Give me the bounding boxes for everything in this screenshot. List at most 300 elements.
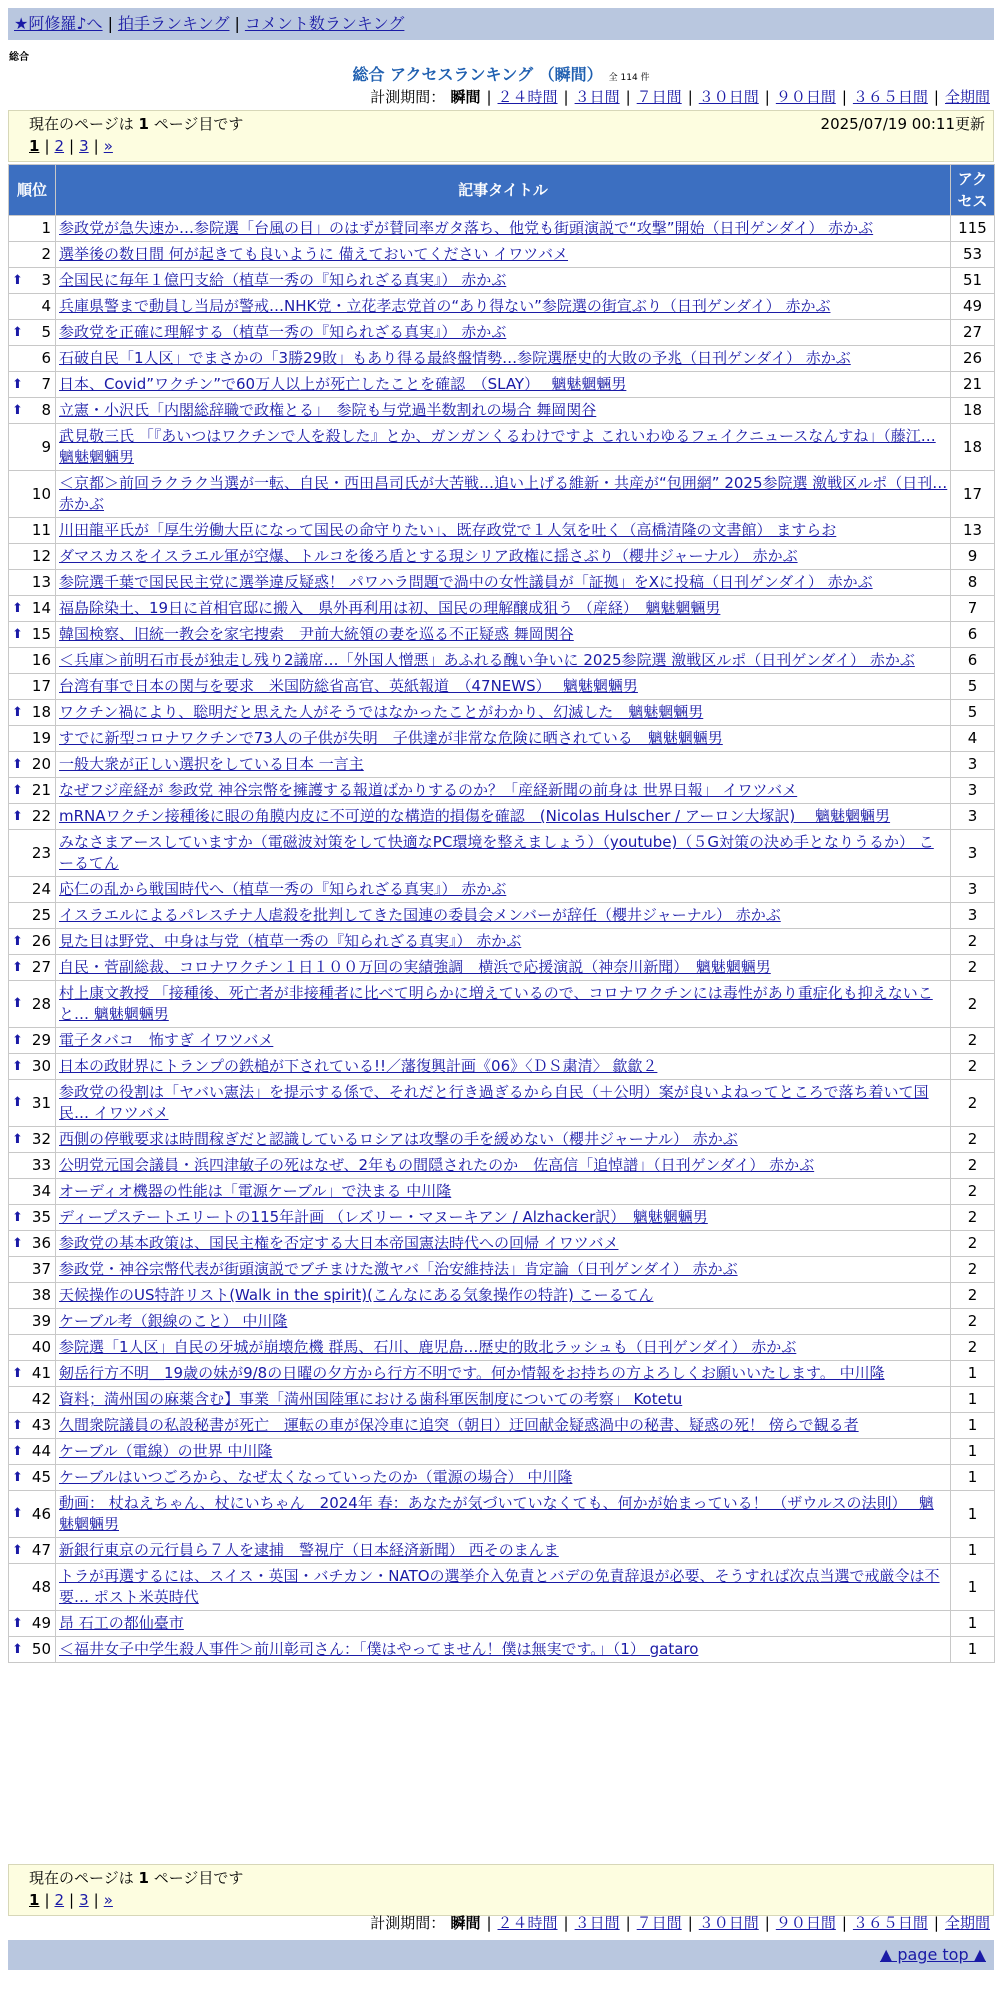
- access-count: 7: [951, 596, 995, 622]
- article-link[interactable]: ケーブル（電線）の世界 中川隆: [59, 1442, 273, 1460]
- rank-cell: [9, 294, 56, 320]
- title-cell: [56, 268, 951, 294]
- period-link-1[interactable]: ３日間: [574, 1914, 620, 1932]
- article-link[interactable]: 久間衆院議員の私設秘書が死亡 運転の車が保冷車に追突（朝日）迂回献金疑惑渦中の秘書、疑惑の死！ 傍らで観る者: [59, 1416, 859, 1434]
- paging-suffix: ページ目です: [148, 1869, 244, 1887]
- paging-prefix: 現在のページは: [29, 1869, 139, 1887]
- access-count: 1: [951, 1637, 995, 1663]
- rank-number: 48: [31, 1577, 51, 1596]
- rank-number: 42: [31, 1390, 51, 1408]
- period-link-2[interactable]: ７日間: [636, 88, 682, 106]
- table-row: [9, 518, 995, 544]
- pagination-separator: |: [69, 137, 75, 155]
- period-separator: |: [764, 1914, 770, 1932]
- access-count: 2: [951, 1231, 995, 1257]
- arrow-up-icon: ⬆: [12, 756, 23, 772]
- title-cell: [56, 596, 951, 622]
- rank-cell: [9, 981, 56, 1028]
- period-link-0[interactable]: ２４時間: [497, 88, 558, 106]
- access-count: 1: [951, 1491, 995, 1538]
- table-row: [9, 1491, 995, 1538]
- title-cell: [56, 1153, 951, 1179]
- title-cell: [56, 1054, 951, 1080]
- period-link-0[interactable]: ２４時間: [497, 1914, 558, 1932]
- title-cell: [56, 294, 951, 320]
- article-link[interactable]: ワクチン禍により、聡明だと思えた人がそうではなかったことがわかり、幻滅した 魑魅魍魎男: [59, 703, 704, 721]
- article-link[interactable]: トラが再選するには、スイス・英国・バチカン・NATOの選挙介入免責とバデの免責辞退が必要、そうすれば次点当選で戒厳令は不要… ポスト米英時代: [59, 1567, 940, 1606]
- rank-cell: [9, 1231, 56, 1257]
- pagination-separator: |: [93, 1891, 99, 1909]
- article-link[interactable]: 日本の政財界にトランプの鉄槌が下されている!!／藩復興計画《06》〈ＤＳ粛清〉 歙歙２: [59, 1057, 658, 1075]
- access-count: 49: [951, 294, 995, 320]
- access-count: 3: [951, 903, 995, 929]
- table-row: [9, 471, 995, 518]
- rank-cell: [9, 1538, 56, 1564]
- paging-suffix: ページ目です: [148, 115, 244, 133]
- article-link[interactable]: 川田龍平氏が「厚生労働大臣になって国民の命守りたい」、既存政党で１人気を吐く（高橋清隆の文書館） ますらお: [59, 521, 837, 539]
- period-current: 瞬間: [445, 1914, 481, 1932]
- article-link[interactable]: 参院選千葉で国民民主党に選挙違反疑惑！ パワハラ問題で渦中の女性議員が「証拠」をXに投稿（日刊ゲンダイ） 赤かぶ: [59, 573, 873, 591]
- table-row: [9, 1028, 995, 1054]
- article-link[interactable]: 参院選「1人区」自民の牙城が崩壊危機 群馬、石川、鹿児島…歴史的敗北ラッシュも（日刊ゲンダイ） 赤かぶ: [59, 1338, 797, 1356]
- period-separator: |: [486, 1914, 492, 1932]
- rank-number: 10: [31, 484, 51, 503]
- table-row: [9, 804, 995, 830]
- rank-number: 33: [31, 1156, 51, 1174]
- article-link[interactable]: mRNAワクチン接種後に眼の角膜内皮に不可逆的な構造的損傷を確認 (Nicolas Hulscher / アーロン大塚訳) 魑魅魍魎男: [59, 807, 891, 825]
- article-link[interactable]: ＜京都＞前回ラクラク当選が一転、自民・西田昌司氏が大苦戦…追い上げる維新・共産が“包囲網” 2025参院選 激戦区ルポ（日刊… 赤かぶ: [59, 474, 948, 513]
- rank-cell: [9, 830, 56, 877]
- period-separator: |: [486, 88, 492, 106]
- access-count: 2: [951, 1309, 995, 1335]
- article-link[interactable]: 剱岳行方不明＿19歳の妹が9/8の日曜の夕方から行方不明です。何か情報をお持ちの方よろしくお願いいたします。 中川隆: [59, 1364, 885, 1382]
- article-link[interactable]: ケーブルはいつごろから、なぜ太くなっていったのか（電源の場合） 中川隆: [59, 1468, 573, 1486]
- access-count: 3: [951, 830, 995, 877]
- access-count: 26: [951, 346, 995, 372]
- access-count: 2: [951, 1179, 995, 1205]
- rank-number: 39: [31, 1312, 51, 1330]
- rank-number: 1: [41, 219, 51, 237]
- arrow-up-icon: ⬆: [12, 324, 23, 340]
- table-row: [9, 622, 995, 648]
- article-link[interactable]: 一般大衆が正しい選択をしている日本 一言主: [59, 755, 364, 773]
- arrow-up-icon: ⬆: [12, 933, 23, 949]
- rank-number: 45: [31, 1468, 51, 1486]
- pagination-current: 1: [29, 1891, 40, 1909]
- comment-ranking-link[interactable]: コメント数ランキング: [244, 14, 405, 33]
- rank-cell: [9, 674, 56, 700]
- rank-cell: [9, 622, 56, 648]
- arrow-up-icon: ⬆: [12, 1615, 23, 1631]
- access-count: 2: [951, 1153, 995, 1179]
- rank-cell: [9, 1637, 56, 1663]
- rank-number: 7: [41, 375, 51, 393]
- title-cell: [56, 726, 951, 752]
- table-row: [9, 1465, 995, 1491]
- access-count: 115: [951, 216, 995, 242]
- article-link[interactable]: ケーブル考（銀線のこと） 中川隆: [59, 1312, 288, 1330]
- title-cell: [56, 929, 951, 955]
- title-cell: [56, 398, 951, 424]
- period-label: 計測期間：: [370, 1914, 446, 1932]
- rank-cell: [9, 471, 56, 518]
- access-count: 2: [951, 955, 995, 981]
- arrow-up-icon: ⬆: [12, 1095, 23, 1110]
- table-row: [9, 830, 995, 877]
- pagination-link-3[interactable]: 3: [79, 137, 89, 155]
- pagination-separator: |: [93, 137, 99, 155]
- article-link[interactable]: 動画： 杖ねえちゃん、杖にいちゃん 2024年 春：あなたが気づいていなくても、何かが始まっている！ （ザウルスの法則） 魑魅魍魎男: [59, 1494, 934, 1533]
- rank-number: 46: [31, 1504, 51, 1523]
- table-row: [9, 1257, 995, 1283]
- total-count: 全 114 件: [608, 73, 650, 83]
- paging-prefix: 現在のページは: [29, 115, 139, 133]
- period-link-5[interactable]: ３６５日間: [852, 1914, 928, 1932]
- article-link[interactable]: 電子タバコ 怖すぎ イワツバメ: [59, 1031, 274, 1049]
- rank-cell: [9, 1257, 56, 1283]
- article-link[interactable]: 資料；満州国の麻薬含む】事業「満州国陸軍における歯科軍医制度についての考察」 Kotetu: [59, 1390, 683, 1408]
- page-title-row: [8, 62, 994, 85]
- top-nav-bar: [8, 8, 994, 40]
- period-link-4[interactable]: ９０日間: [775, 88, 836, 106]
- title-cell: [56, 1257, 951, 1283]
- rank-cell: [9, 955, 56, 981]
- access-count: 3: [951, 804, 995, 830]
- article-link[interactable]: 石破自民「1人区」でまさかの「3勝29敗」もあり得る最終盤情勢…参院選歴史的大敗の予兆（日刊ゲンダイ） 赤かぶ: [59, 349, 851, 367]
- article-link[interactable]: ディープステートエリートの115年計画 （レズリー・マヌーキアン / Alzhacker訳） 魑魅魍魎男: [59, 1208, 708, 1226]
- title-cell: [56, 1309, 951, 1335]
- table-row: [9, 1283, 995, 1309]
- article-link[interactable]: 自民・菅副総裁、コロナワクチン１日１００万回の実績強調 横浜で応援演説（神奈川新聞） 魑魅魍魎男: [59, 958, 771, 976]
- table-row: [9, 877, 995, 903]
- table-row: [9, 398, 995, 424]
- table-row: [9, 1153, 995, 1179]
- rank-number: 21: [31, 781, 51, 799]
- rank-cell: [9, 518, 56, 544]
- article-link[interactable]: 新銀行東京の元行員ら７人を逮捕 警視庁（日本経済新聞） 西そのまんま: [59, 1541, 559, 1559]
- table-row: [9, 544, 995, 570]
- access-count: 18: [951, 424, 995, 471]
- article-link[interactable]: 西側の停戦要求は時間稼ぎだと認識しているロシアは攻撃の手を緩めない（櫻井ジャーナル） 赤かぶ: [59, 1130, 738, 1148]
- period-separator: |: [625, 88, 631, 106]
- article-link[interactable]: 村上康文教授 「接種後、死亡者が非接種者に比べて明らかに増えているので、コロナワクチンには毒性があり重症化も抑えないこと… 魑魅魍魎男: [59, 984, 933, 1023]
- title-cell: [56, 1387, 951, 1413]
- article-link[interactable]: 韓国検察、旧統一教会を家宅捜索 尹前大統領の妻を巡る不正疑惑 舞岡関谷: [59, 625, 574, 643]
- applause-ranking-link[interactable]: 拍手ランキング: [117, 14, 230, 33]
- article-link[interactable]: 参政党を正確に理解する（植草一秀の『知られざる真実』） 赤かぶ: [59, 323, 507, 341]
- rank-cell: [9, 752, 56, 778]
- table-row: [9, 1054, 995, 1080]
- pagination-separator: |: [44, 1891, 50, 1909]
- article-link[interactable]: 全国民に毎年１億円支給（植草一秀の『知られざる真実』） 赤かぶ: [59, 271, 507, 289]
- article-link[interactable]: 参政党が急失速か…参院選「台風の目」のはずが賛同率ガタ落ち、他党も街頭演説で“攻撃”開始（日刊ゲンダイ） 赤かぶ: [59, 219, 874, 237]
- rank-cell: [9, 778, 56, 804]
- rank-number: 20: [31, 755, 51, 773]
- table-row: [9, 726, 995, 752]
- table-row: [9, 929, 995, 955]
- table-row: [9, 1179, 995, 1205]
- rank-cell: [9, 1153, 56, 1179]
- arrow-up-icon: ⬆: [12, 1469, 23, 1485]
- period-link-6[interactable]: 全期間: [944, 1914, 990, 1932]
- rank-cell: [9, 1413, 56, 1439]
- period-separator: |: [563, 1914, 569, 1932]
- table-row: [9, 216, 995, 242]
- rank-number: 25: [31, 906, 51, 924]
- access-count: 2: [951, 1080, 995, 1127]
- rank-number: 44: [31, 1442, 51, 1460]
- rank-number: 43: [31, 1416, 51, 1434]
- table-row: [9, 1309, 995, 1335]
- period-link-3[interactable]: ３０日間: [698, 1914, 759, 1932]
- pagination-link-3[interactable]: 3: [79, 1891, 89, 1909]
- rank-cell: [9, 648, 56, 674]
- rank-cell: [9, 398, 56, 424]
- access-count: 1: [951, 1387, 995, 1413]
- access-count: 3: [951, 778, 995, 804]
- period-link-1[interactable]: ３日間: [574, 88, 620, 106]
- current-page-number: 1: [138, 115, 149, 133]
- rank-number: 15: [31, 625, 51, 643]
- rank-cell: [9, 726, 56, 752]
- title-cell: [56, 242, 951, 268]
- pagination-separator: |: [44, 137, 50, 155]
- rank-cell: [9, 903, 56, 929]
- period-link-4[interactable]: ９０日間: [775, 1914, 836, 1932]
- pagination-next[interactable]: »: [103, 1891, 113, 1909]
- article-link[interactable]: 福島除染土、19日に首相官邸に搬入 県外再利用は初、国民の理解醸成狙う （産経） 魑魅魍魎男: [59, 599, 721, 617]
- pagination-separator: |: [69, 1891, 75, 1909]
- article-link[interactable]: オーディオ機器の性能は「電源ケーブル」で決まる 中川隆: [59, 1182, 452, 1200]
- article-link[interactable]: 応仁の乱から戦国時代へ（植草一秀の『知られざる真実』） 赤かぶ: [59, 880, 507, 898]
- title-cell: [56, 1564, 951, 1611]
- arrow-up-icon: ⬆: [12, 1235, 23, 1251]
- access-column-header: アクセス: [951, 165, 995, 216]
- title-cell: [56, 1637, 951, 1663]
- rank-cell: [9, 216, 56, 242]
- article-link[interactable]: なぜフジ産経が 参政党 神谷宗幣を擁護する報道ばかりするのか？「産経新聞の前身は 世界日報」 イワツバメ: [59, 781, 798, 799]
- rank-cell: [9, 320, 56, 346]
- rank-number: 49: [31, 1614, 51, 1632]
- table-row: [9, 981, 995, 1028]
- rank-number: 24: [31, 880, 51, 898]
- rank-cell: [9, 1080, 56, 1127]
- title-cell: [56, 1413, 951, 1439]
- title-cell: [56, 804, 951, 830]
- rank-number: 31: [31, 1093, 51, 1112]
- title-cell: [56, 424, 951, 471]
- period-separator: |: [841, 88, 847, 106]
- article-link[interactable]: 参政党・神谷宗幣代表が街頭演説でブチまけた激ヤバ「治安維持法」肯定論（日刊ゲンダイ） 赤かぶ: [59, 1260, 738, 1278]
- title-cell: [56, 518, 951, 544]
- table-row: [9, 1335, 995, 1361]
- article-link[interactable]: すでに新型コロナワクチンで73人の子供が失明 子供達が非常な危険に晒されている 魑魅魍魎男: [59, 729, 723, 747]
- article-link[interactable]: ＜福井女子中学生殺人事件＞前川彰司さん：「僕はやってません！僕は無実です。」（1） gataro: [59, 1640, 699, 1658]
- rank-cell: [9, 804, 56, 830]
- article-link[interactable]: ＜兵庫＞前明石市長が独走し残り2議席…「外国人憎悪」あふれる醜い争いに 2025参院選 激戦区ルポ（日刊ゲンダイ） 赤かぶ: [59, 651, 915, 669]
- arrow-up-icon: ⬆: [12, 1641, 23, 1657]
- page-top-link[interactable]: ▲ page top ▲: [879, 1945, 986, 1964]
- title-cell: [56, 778, 951, 804]
- rank-number: 32: [31, 1130, 51, 1148]
- title-cell: [56, 674, 951, 700]
- article-link[interactable]: 参政党の基本政策は、国民主権を否定する大日本帝国憲法時代への回帰 イワツバメ: [59, 1234, 619, 1252]
- pagination-current: 1: [29, 137, 40, 155]
- article-link[interactable]: 参政党の役割は「ヤバい憲法」を提示する係で、それだと行き過ぎるから自民（＋公明）案が良いよねってところで落ち着いて国民… イワツバメ: [59, 1083, 929, 1122]
- access-count: 5: [951, 700, 995, 726]
- article-link[interactable]: 武見敬三氏 「『あいつはワクチンで人を殺した』とか、ガンガンくるわけですよ これいわゆるフェイクニュースなんすね」（藤江… 魑魅魍魎男: [59, 427, 936, 466]
- period-separator: |: [841, 1914, 847, 1932]
- arrow-up-icon: ⬆: [12, 1209, 23, 1225]
- period-link-6[interactable]: 全期間: [944, 88, 990, 106]
- period-link-2[interactable]: ７日間: [636, 1914, 682, 1932]
- article-link[interactable]: 日本、Covid”ワクチン”で60万人以上が死亡したことを確認 （SLAY） 魑魅魍魎男: [59, 375, 627, 393]
- rank-cell: [9, 268, 56, 294]
- access-count: 9: [951, 544, 995, 570]
- table-row: [9, 320, 995, 346]
- period-separator: |: [563, 88, 569, 106]
- title-cell: [56, 622, 951, 648]
- rank-number: 28: [31, 994, 51, 1013]
- title-cell: [56, 1283, 951, 1309]
- access-count: 4: [951, 726, 995, 752]
- rank-cell: [9, 1564, 56, 1611]
- rank-number: 19: [31, 729, 51, 747]
- ranking-table-body: [9, 216, 995, 1663]
- updated-timestamp: 2025/07/19 00:11更新: [820, 115, 985, 133]
- period-selector-top: [370, 86, 990, 107]
- access-count: 2: [951, 1054, 995, 1080]
- title-cell: [56, 903, 951, 929]
- rank-cell: [9, 1387, 56, 1413]
- rank-number: 14: [31, 599, 51, 617]
- article-link[interactable]: 兵庫県警まで動員し当局が警戒…NHK党・立花孝志党首の“あり得ない”参院選の街宣ぶり（日刊ゲンダイ） 赤かぶ: [59, 297, 831, 315]
- footer-bar: [8, 1940, 994, 1970]
- access-count: 6: [951, 622, 995, 648]
- table-row: [9, 1080, 995, 1127]
- period-link-5[interactable]: ３６５日間: [852, 88, 928, 106]
- access-count: 13: [951, 518, 995, 544]
- pagination-next[interactable]: »: [103, 137, 113, 155]
- ranking-table: [8, 164, 995, 1663]
- table-row: [9, 1231, 995, 1257]
- title-column-header: 記事タイトル: [56, 165, 951, 216]
- table-row: [9, 778, 995, 804]
- arrow-up-icon: ⬆: [12, 1058, 23, 1074]
- table-row: [9, 674, 995, 700]
- period-separator: |: [687, 1914, 693, 1932]
- article-link[interactable]: 昂 石工の都仙臺市: [59, 1614, 184, 1632]
- title-cell: [56, 1080, 951, 1127]
- rank-cell: [9, 596, 56, 622]
- title-cell: [56, 1439, 951, 1465]
- table-row: [9, 1413, 995, 1439]
- pagination: [29, 1889, 983, 1911]
- arrow-up-icon: ⬆: [12, 402, 23, 418]
- rank-cell: [9, 544, 56, 570]
- table-row: [9, 700, 995, 726]
- rank-cell: [9, 570, 56, 596]
- paging-status-line: [29, 1867, 983, 1889]
- rank-number: 40: [31, 1338, 51, 1356]
- rank-cell: [9, 1361, 56, 1387]
- access-count: 6: [951, 648, 995, 674]
- period-link-3[interactable]: ３０日間: [698, 88, 759, 106]
- title-cell: [56, 372, 951, 398]
- title-cell: [56, 955, 951, 981]
- table-row: [9, 1637, 995, 1663]
- period-label: 計測期間：: [370, 88, 446, 106]
- rank-number: 38: [31, 1286, 51, 1304]
- rank-number: 23: [31, 843, 51, 862]
- title-cell: [56, 320, 951, 346]
- article-link[interactable]: 立憲・小沢氏「内閣総辞職で政権とる」 参院も与党過半数割れの場合 舞岡関谷: [59, 401, 597, 419]
- table-row: [9, 268, 995, 294]
- access-count: 2: [951, 1283, 995, 1309]
- table-row: [9, 955, 995, 981]
- rank-number: 18: [31, 703, 51, 721]
- access-count: 1: [951, 1465, 995, 1491]
- article-link[interactable]: 公明党元国会議員・浜四津敏子の死はなぜ、2年もの間隠されたのか 佐高信「追悼譜」（日刊ゲンダイ） 赤かぶ: [59, 1156, 815, 1174]
- title-cell: [56, 1127, 951, 1153]
- home-link[interactable]: ★阿修羅♪へ: [14, 14, 103, 33]
- article-link[interactable]: イスラエルによるパレスチナ人虐殺を批判してきた国連の委員会メンバーが辞任（櫻井ジャーナル） 赤かぶ: [59, 906, 781, 924]
- rank-cell: [9, 372, 56, 398]
- rank-cell: [9, 424, 56, 471]
- access-count: 5: [951, 674, 995, 700]
- arrow-up-icon: ⬆: [12, 1131, 23, 1147]
- rank-number: 11: [31, 521, 51, 539]
- period-separator: |: [764, 88, 770, 106]
- paging-box-top: [8, 110, 994, 162]
- title-cell: [56, 471, 951, 518]
- article-link[interactable]: 天候操作のUS特許リスト(Walk in the spirit)(こんなにある気象操作の特許) こーるてん: [59, 1286, 654, 1304]
- rank-cell: [9, 1335, 56, 1361]
- article-link[interactable]: 台湾有事で日本の関与を要求 米国防総省高官、英紙報道 （47NEWS） 魑魅魍魎男: [59, 677, 638, 695]
- rank-number: 22: [31, 807, 51, 825]
- title-cell: [56, 1179, 951, 1205]
- paging-box-bottom: [8, 1864, 994, 1916]
- article-link[interactable]: ダマスカスをイスラエル軍が空爆、トルコを後ろ盾とする現シリア政権に揺さぶり（櫻井ジャーナル） 赤かぶ: [59, 547, 798, 565]
- table-row: [9, 372, 995, 398]
- title-cell: [56, 752, 951, 778]
- access-count: 2: [951, 1127, 995, 1153]
- arrow-up-icon: ⬆: [12, 1417, 23, 1433]
- period-separator: |: [687, 88, 693, 106]
- article-link[interactable]: みなさまアースしていますか（電磁波対策をして快適なPC環境を整えましょう）（youtube)（５G対策の決め手となりうるか） こーるてん: [59, 833, 934, 872]
- title-cell: [56, 1028, 951, 1054]
- access-count: 2: [951, 1205, 995, 1231]
- article-link[interactable]: 見た目は野党、中身は与党（植草一秀の『知られざる真実』） 赤かぶ: [59, 932, 522, 950]
- table-row: [9, 1127, 995, 1153]
- table-row: [9, 1611, 995, 1637]
- rank-cell: [9, 1179, 56, 1205]
- title-cell: [56, 216, 951, 242]
- title-cell: [56, 877, 951, 903]
- access-count: 21: [951, 372, 995, 398]
- rank-number: 41: [31, 1364, 51, 1382]
- access-count: 53: [951, 242, 995, 268]
- pagination-link-2[interactable]: 2: [54, 137, 65, 155]
- page-title: 総合 アクセスランキング （瞬間）: [352, 65, 603, 84]
- rank-number: 16: [31, 651, 51, 669]
- pagination-link-2[interactable]: 2: [54, 1891, 65, 1909]
- access-count: 51: [951, 268, 995, 294]
- article-link[interactable]: 選挙後の数日間 何が起きても良いように 備えておいてください イワツバメ: [59, 245, 569, 263]
- rank-number: 12: [31, 547, 51, 565]
- access-count: 27: [951, 320, 995, 346]
- period-separator: |: [933, 1914, 939, 1932]
